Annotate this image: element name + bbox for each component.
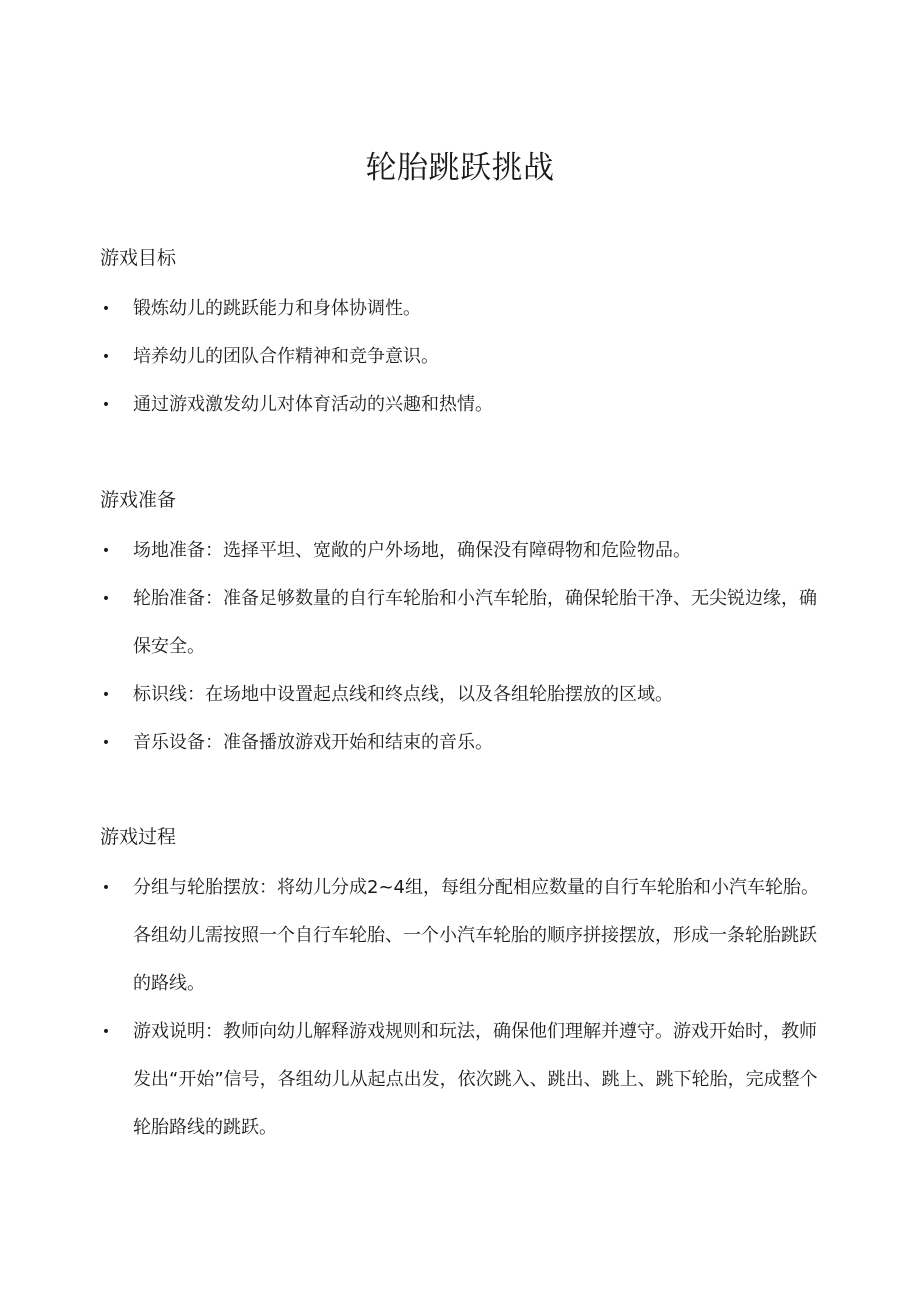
list-item — [100, 381, 820, 429]
list-item-text: 轮胎准备：准备足够数量的自行车轮胎和小汽车轮胎，确保轮胎干净、无尖锐边缘，确保安全。 — [133, 588, 817, 657]
section-game-process — [100, 822, 820, 1152]
bullet-icon: • — [101, 591, 111, 607]
section-game-preparation — [100, 485, 820, 767]
list-item-text: 通过游戏激发幼儿对体育活动的兴趣和热情。 — [133, 394, 493, 415]
list-item-text: 音乐设备：准备播放游戏开始和结束的音乐。 — [133, 732, 493, 753]
list-item — [100, 671, 820, 719]
list-item-text: 分组与轮胎摆放：将幼儿分成2~4组，每组分配相应数量的自行车轮胎和小汽车轮胎。各组幼儿需按照一个自行车轮胎、一个小汽车轮胎的顺序拼接摆放，形成一条轮胎跳跃的路线。 — [133, 877, 819, 994]
bullet-icon: • — [101, 543, 111, 559]
section-heading: 游戏目标 — [100, 247, 177, 269]
section-heading: 游戏准备 — [100, 489, 177, 511]
list-item — [100, 575, 820, 671]
list-item-text: 培养幼儿的团队合作精神和竞争意识。 — [133, 346, 439, 367]
bullet-icon: • — [101, 1024, 111, 1040]
list-item — [100, 864, 820, 1008]
page-title: 轮胎跳跃挑战 — [365, 150, 555, 186]
list-item — [100, 719, 820, 767]
list-item-text: 场地准备：选择平坦、宽敞的户外场地，确保没有障碍物和危险物品。 — [133, 540, 691, 561]
list-item — [100, 527, 820, 575]
list-item — [100, 285, 820, 333]
list-item-text: 标识线：在场地中设置起点线和终点线，以及各组轮胎摆放的区域。 — [133, 684, 673, 705]
goals-list — [100, 285, 820, 429]
list-item — [100, 333, 820, 381]
section-game-goals — [100, 243, 820, 429]
list-item — [100, 1008, 820, 1152]
bullet-icon: • — [101, 880, 111, 896]
bullet-icon: • — [101, 735, 111, 751]
bullet-icon: • — [101, 397, 111, 413]
section-heading: 游戏过程 — [100, 826, 177, 848]
process-list — [100, 864, 820, 1152]
preparation-list — [100, 527, 820, 767]
list-item-text: 游戏说明：教师向幼儿解释游戏规则和玩法，确保他们理解并遵守。游戏开始时，教师发出“开始”信号，各组幼儿从起点出发，依次跳入、跳出、跳上、跳下轮胎，完成整个轮胎路线的跳跃。 — [133, 1021, 818, 1138]
bullet-icon: • — [101, 301, 111, 317]
bullet-icon: • — [101, 687, 111, 703]
bullet-icon: • — [101, 349, 111, 365]
list-item-text: 锻炼幼儿的跳跃能力和身体协调性。 — [133, 298, 421, 319]
